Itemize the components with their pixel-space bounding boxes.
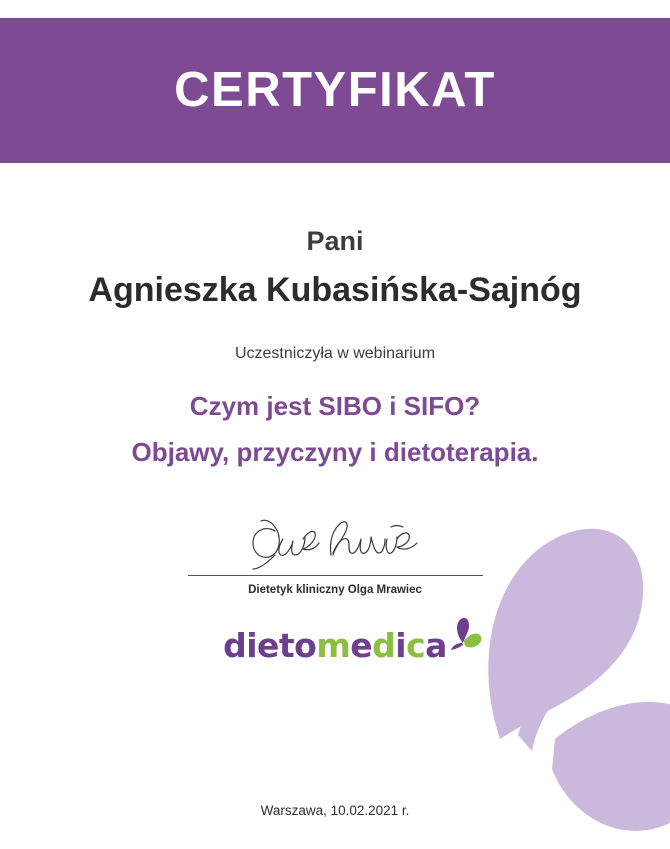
logo-text-dieto: dieto xyxy=(223,626,317,665)
logo-text-i: i xyxy=(395,626,407,665)
place-and-date: Warszawa, 10.02.2021 r. xyxy=(260,803,410,818)
handwritten-signature-icon xyxy=(245,515,425,573)
salutation-text: Pani xyxy=(306,226,364,256)
logo-text-a: a xyxy=(425,626,447,665)
logo-text-e: e xyxy=(350,626,373,665)
webinar-title: Czym jest SIBO i SIFO? xyxy=(189,390,481,421)
header-band xyxy=(0,18,670,163)
participation-text: Uczestniczyła w webinarium xyxy=(234,344,436,362)
signature-block xyxy=(0,515,670,596)
logo-text-m: m xyxy=(316,626,351,665)
logo-text-c: c xyxy=(406,626,426,665)
page-title: CERTYFIKAT xyxy=(174,63,496,117)
butterfly-icon xyxy=(443,613,483,653)
signature-caption: Dietetyk kliniczny Olga Mrawiec xyxy=(248,584,422,596)
recipient-name: Agnieszka Kubasińska-Sajnóg xyxy=(88,270,582,309)
signature-rule xyxy=(188,575,483,576)
webinar-subtitle: Objawy, przyczyny i dietoterapia. xyxy=(131,436,539,467)
brand-logo xyxy=(0,626,670,665)
logo-text-d: d xyxy=(372,626,396,665)
logo-inner xyxy=(223,626,447,665)
certificate-body xyxy=(0,163,670,849)
